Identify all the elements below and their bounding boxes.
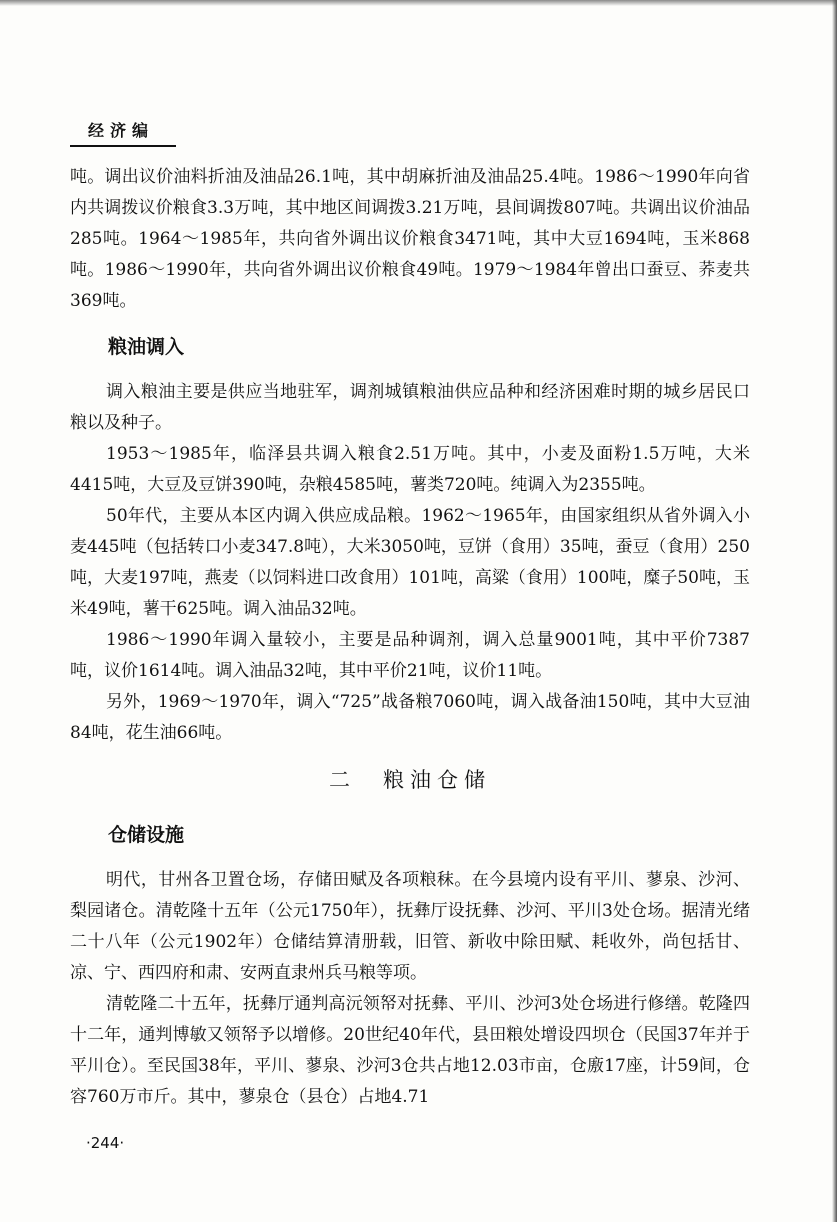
section-heading-storage: 仓储设施 <box>108 824 185 846</box>
paragraph: 1986～1990年调入量较小，主要是品种调剂，调入总量9001吨，其中平价7387吨，议价1614吨。调入油品32吨，其中平价21吨，议价11吨。 <box>70 630 750 681</box>
page-body <box>70 162 750 1113</box>
paragraph: 另外，1969～1970年，调入“725”战备粮7060吨，调入战备油150吨，其中大豆油84吨，花生油66吨。 <box>70 692 750 743</box>
section-heading-grain-import: 粮油调入 <box>108 336 185 358</box>
paragraph: 吨。调出议价油料折油及油品26.1吨，其中胡麻折油及油品25.4吨。1986～1990年向省内共调拨议价粮食3.3万吨，其中地区间调拨3.21万吨，县间调拨807吨。共调出议价油品285吨。1964～1985年，共向省外调出议价粮食3471吨，其中大豆1694吨，玉米868吨。1986～1990年，共向省外调出议价粮食49吨。1979～1984年曾出口蚕豆、荞麦共369吨。 <box>70 167 750 311</box>
scan-edge-top <box>0 0 837 6</box>
header-rule <box>70 145 176 147</box>
page-number: ·244· <box>86 1134 125 1152</box>
scan-edge-right <box>832 0 837 1222</box>
chapter-title: 二 粮油仓储 <box>329 768 491 792</box>
paragraph: 明代，甘州各卫置仓场，存储田赋及各项粮秣。在今县境内设有平川、蓼泉、沙河、梨园诸仓。清乾隆十五年（公元1750年），抚彝厅设抚彝、沙河、平川3处仓场。据清光绪二十八年（公元1902年）仓储结算清册载，旧管、新收中除田赋、耗收外，尚包括甘、凉、宁、西四府和肃、安两直隶州兵马粮等项。 <box>70 870 750 983</box>
running-header: 经济编 <box>88 121 155 140</box>
paragraph: 1953～1985年，临泽县共调入粮食2.51万吨。其中，小麦及面粉1.5万吨，大米4415吨，大豆及豆饼390吨，杂粮4585吨，薯类720吨。纯调入为2355吨。 <box>70 444 750 495</box>
paragraph: 50年代，主要从本区内调入供应成品粮。1962～1965年，由国家组织从省外调入小麦445吨（包括转口小麦347.8吨），大米3050吨，豆饼（食用）35吨，蚕豆（食用）250吨，大麦197吨，燕麦（以饲料进口改食用）101吨，高粱（食用）100吨，糜子50吨，玉米49吨，薯干625吨。调入油品32吨。 <box>70 506 750 619</box>
paragraph: 调入粮油主要是供应当地驻军，调剂城镇粮油供应品种和经济困难时期的城乡居民口粮以及种子。 <box>70 382 750 433</box>
paragraph: 清乾隆二十五年，抚彝厅通判高沅领帑对抚彝、平川、沙河3处仓场进行修缮。乾隆四十二年，通判博敏又领帑予以增修。20世纪40年代，县田粮处增设四坝仓（民国37年并于平川仓）。至民国38年，平川、蓼泉、沙河3仓共占地12.03市亩，仓廒17座，计59间，仓容760万市斤。其中，蓼泉仓（县仓）占地4.71 <box>70 994 750 1107</box>
